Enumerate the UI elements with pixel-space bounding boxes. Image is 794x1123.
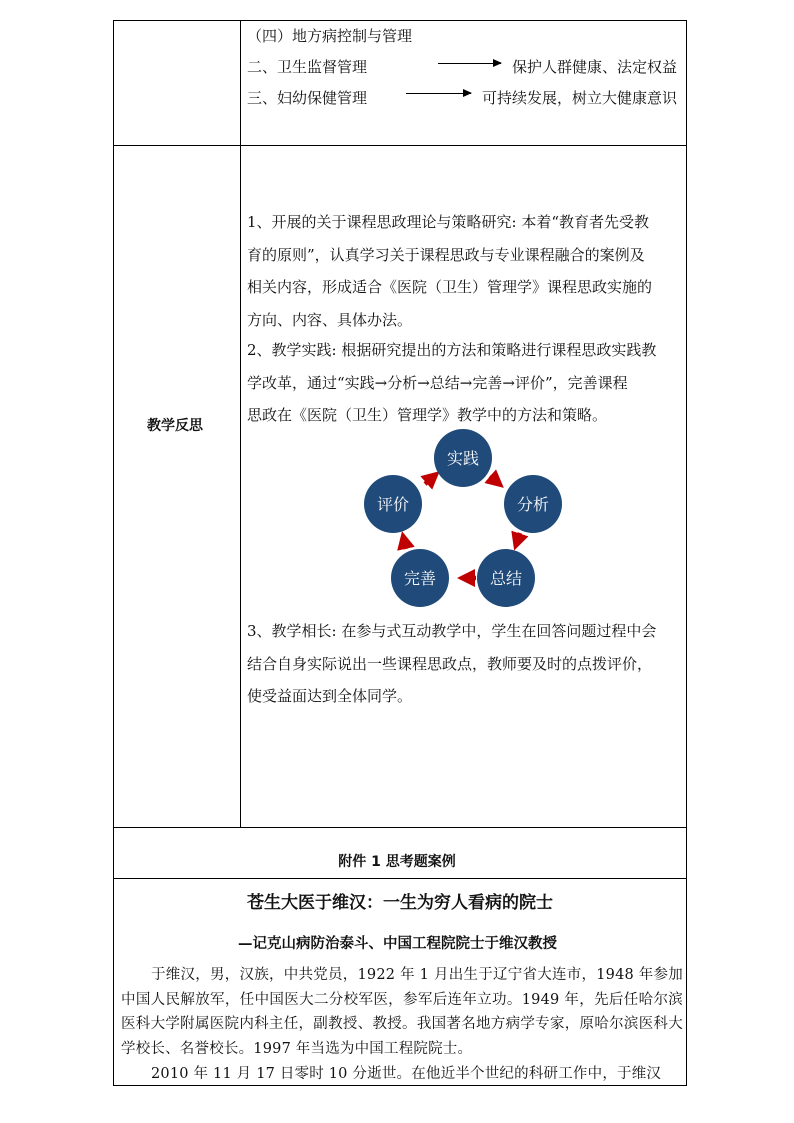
- cycle-label: 总结: [489, 569, 523, 588]
- cycle-label: 评价: [376, 495, 410, 514]
- cycle-node-summary: [477, 549, 535, 607]
- teaching-cycle-diagram: [363, 428, 563, 618]
- row-divider-2: [114, 827, 686, 828]
- reflection-label: 教学反思: [147, 418, 203, 434]
- top-line-2-right: 保护人群健康、法定权益: [512, 58, 678, 76]
- cycle-node-improve: [391, 549, 449, 607]
- cycle-label: 完善: [403, 569, 437, 588]
- article-paragraph-2: 2010 年 11 月 17 日零时 10 分逝世。在他近半个世纪的科研工作中，于维汉: [151, 1066, 662, 1082]
- arrow-right-icon: [406, 93, 471, 94]
- top-line-3-right: 可持续发展，树立大健康意识: [482, 89, 678, 107]
- article-title: 苍生大医于维汉：一生为穷人看病的院士: [247, 893, 553, 913]
- top-line-3-left: 三、妇幼保健管理: [247, 89, 368, 107]
- row-divider-1: [114, 145, 686, 146]
- appendix-header: 附件 1 思考题案例: [338, 854, 456, 870]
- cycle-node-evaluate: [364, 475, 422, 533]
- arrow-right-icon: [438, 63, 501, 64]
- cycle-label: 实践: [446, 449, 480, 468]
- reflection-paragraph-1: 1、开展的关于课程思政理论与策略研究: 本着“教育者先受教 育的原则”，认真学习关于课程思政与专业课程融合的案例及 相关内容，形成适合《医院（卫生）管理学》课程思政实施的 方向、内容、具体办法。: [247, 213, 653, 329]
- top-line-1: （四）地方病控制与管理: [247, 27, 413, 45]
- top-line-2-left: 二、卫生监督管理: [247, 58, 368, 76]
- reflection-paragraph-2: 2、教学实践: 根据研究提出的方法和策略进行课程思政实践教 学改革，通过“实践→分析→总结→完善→评价”，完善课程 思政在《医院（卫生）管理学》教学中的方法和策略。: [247, 341, 657, 424]
- reflection-paragraph-3: 3、教学相长: 在参与式互动教学中，学生在回答问题过程中会 结合自身实际说出一些课程思政点，教师要及时的点拨评价， 使受益面达到全体同学。: [247, 622, 657, 705]
- cycle-node-practice: [434, 429, 492, 487]
- column-divider: [240, 21, 241, 828]
- article-subtitle: —记克山病防治泰斗、中国工程院院士于维汉教授: [238, 935, 557, 952]
- article-paragraph-1: 于维汉，男，汉族，中共党员，1922 年 1 月出生于辽宁省大连市，1948 年参加中国人民解放军，任中国医大二分校军医，参军后连年立功。1949 年，先后任哈尔滨医科大学附属医院内科主任，副教授、教授。我国著名地方病学专家，原哈尔滨医科大学校长、名誉校长。1997 年当选为中国工程院院士。: [121, 967, 683, 1057]
- cycle-label: 分析: [516, 495, 550, 514]
- row-divider-3: [114, 878, 686, 879]
- cycle-node-analysis: [504, 475, 562, 533]
